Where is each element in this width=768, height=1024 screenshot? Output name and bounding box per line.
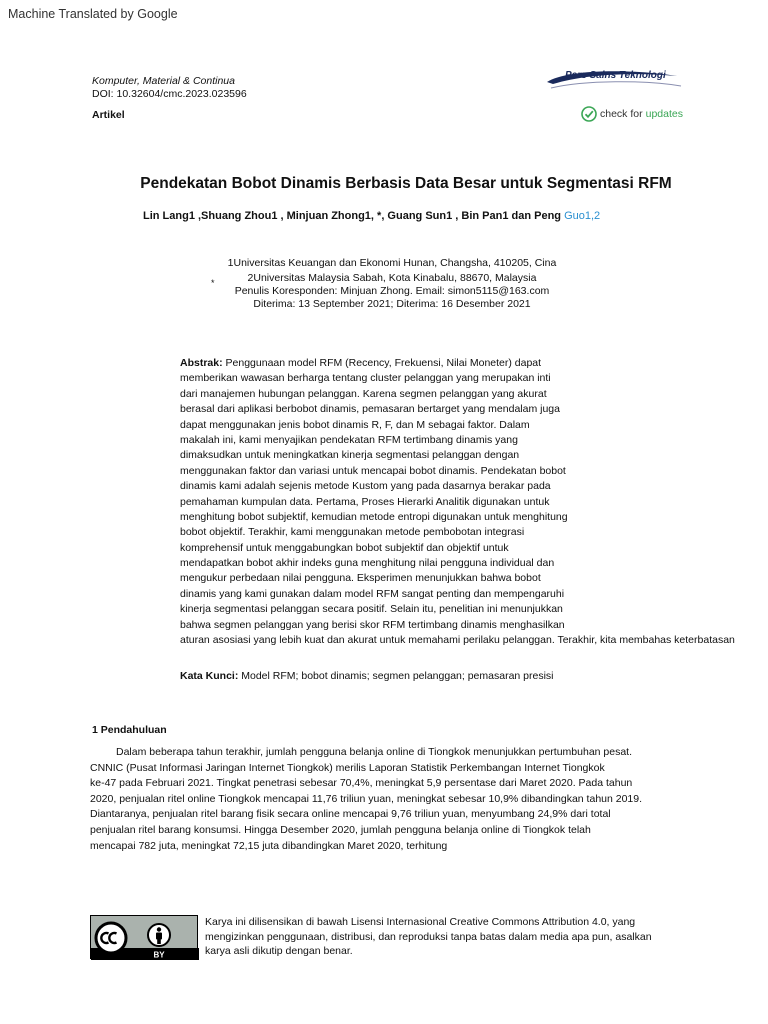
received-dates: Diterima: 13 September 2021; Diterima: 16 Desember 2021 xyxy=(253,298,531,310)
corresponding-asterisk: * xyxy=(211,278,215,288)
intro-line: 2020, penjualan ritel online Tiongkok mencapai 11,76 triliun yuan, meningkat sebesar 10,9% dibandingkan tahun 2019. xyxy=(90,792,643,805)
publisher-logo xyxy=(545,66,685,94)
abstract-line: komprehensif untuk menggabungkan bobot subjektif dan objektif untuk xyxy=(180,541,509,554)
abstract-line xyxy=(180,356,768,371)
keywords-label: Kata Kunci: xyxy=(180,670,239,682)
by-label: BY xyxy=(153,950,165,960)
abstract-line: bahwa segmen pelanggan yang berisi skor RFM tertimbang dinamis menghasilkan xyxy=(180,618,565,631)
abstract-line: makalah ini, kami menyajikan pendekatan RFM tertimbang dinamis yang xyxy=(180,433,518,446)
doi: DOI: 10.32604/cmc.2023.023596 xyxy=(92,88,247,100)
abstract-line: dinamis yang kami gunakan dalam model RFM sangat penting dan mempengaruhi xyxy=(180,587,565,600)
intro-line: mencapai 782 juta, meningkat 72,15 juta dibandingkan Maret 2020, terhitung xyxy=(90,839,448,852)
check-circle-icon xyxy=(581,106,597,122)
cc-by-license-badge[interactable] xyxy=(90,915,198,959)
abstract-label: Abstrak: xyxy=(180,357,223,369)
introduction-paragraph xyxy=(90,745,710,854)
abstract-line: bobot objektif. Terakhir, kami menggunakan metode pembobotan integrasi xyxy=(180,526,525,539)
check-label: check for xyxy=(600,108,643,120)
abstract-line: mendapatkan bobot akhir indeks guna menghitung nilai pengguna individual dan xyxy=(180,557,555,570)
journal-name: Komputer, Material & Continua xyxy=(92,75,235,87)
paper-title: Pendekatan Bobot Dinamis Berbasis Data Besar untuk Segmentasi RFM xyxy=(140,175,672,192)
publisher-name: Pers Sains Teknologi xyxy=(565,70,666,81)
article-type: Artikel xyxy=(92,109,125,121)
abstract-line: dapat menggunakan jenis bobot dinamis R, F, dan M sebagai faktor. Dalam xyxy=(180,418,530,431)
section-heading: 1 Pendahuluan xyxy=(92,724,167,736)
corresponding-author: Penulis Koresponden: Minjuan Zhong. Email: simon5115@163.com xyxy=(234,285,550,297)
abstract-text: Penggunaan model RFM (Recency, Frekuensi, Nilai Moneter) dapat xyxy=(222,357,542,369)
abstract-line: kinerja segmentasi pelanggan secara positif. Selain itu, penelitian ini menunjukkan xyxy=(180,603,563,616)
keywords-text: Model RFM; bobot dinamis; segmen pelanggan; pemasaran presisi xyxy=(238,670,554,682)
abstract-line: mengukur perbedaan nilai pengguna. Eksperimen menunjukkan bahwa bobot xyxy=(180,572,541,585)
authors-text: Lin Lang1 ,Shuang Zhou1 , Minjuan Zhong1, *, Guang Sun1 , Bin Pan1 dan Peng xyxy=(143,210,562,222)
license-line: karya asli dikutip dengan benar. xyxy=(205,945,353,958)
intro-line: penjualan ritel barang konsumsi. Hingga Desember 2020, jumlah pengguna belanja online di Tiongkok telah xyxy=(90,823,591,836)
abstract-line: dari manajemen hubungan pelanggan. Karena segmen pelanggan yang akurat xyxy=(180,387,547,400)
license-text xyxy=(205,915,705,959)
affiliation-1: 1Universitas Keuangan dan Ekonomi Hunan, Changsha, 410205, Cina xyxy=(227,257,557,269)
check-for-updates-badge[interactable] xyxy=(581,105,683,123)
abstract-line: menggunakan faktor dan variasi untuk mencapai bobot dinamis. Pendekatan bobot xyxy=(180,464,566,477)
intro-line: ke-47 pada Februari 2021. Tingkat penetrasi sebesar 70,4%, meningkat 5,9 persentase dari Maret 2020. Pada tahun xyxy=(90,777,633,790)
abstract-line: berasal dari aplikasi berbobot dinamis, pemasaran bertarget yang mendalam juga xyxy=(180,403,560,416)
abstract-line: menghitung bobot subjektif, kemudian metode entropi digunakan untuk menghitung xyxy=(180,510,568,523)
author-list xyxy=(143,210,600,222)
affiliation-2: 2Universitas Malaysia Sabah, Kota Kinabalu, 88670, Malaysia xyxy=(247,272,537,284)
intro-line: Diantaranya, penjualan ritel barang fisik secara online mencapai 9,76 triliun yuan, menyumbang 24,9% dari total xyxy=(90,808,611,821)
machine-translation-banner: Machine Translated by Google xyxy=(8,7,178,21)
keywords xyxy=(180,670,554,682)
abstract xyxy=(180,356,768,648)
abstract-line: aturan asosiasi yang lebih kuat dan akurat untuk memahami perilaku pelanggan. Terakhir, kita membahas keterbatasan xyxy=(180,634,735,647)
intro-line: CNNIC (Pusat Informasi Jaringan Internet Tiongkok) merilis Laporan Statistik Perkembangan Internet Tiongkok xyxy=(90,761,605,774)
author-link[interactable]: Guo1,2 xyxy=(564,210,601,222)
abstract-line: pemahaman kumpulan data. Pertama, Proses Hierarki Analitik digunakan untuk xyxy=(180,495,550,508)
license-line: mengizinkan penggunaan, distribusi, dan reproduksi tanpa batas dalam media apa pun, asalkan xyxy=(205,930,652,943)
abstract-line: memberikan wawasan berharga tentang cluster pelanggan yang merupakan inti xyxy=(180,372,551,385)
abstract-line: dinamis kami adalah sejenis metode Kustom yang pada dasarnya berakar pada xyxy=(180,480,551,493)
license-line: Karya ini dilisensikan di bawah Lisensi Internasional Creative Commons Attribution 4.0, yang xyxy=(205,916,636,928)
intro-line: Dalam beberapa tahun terakhir, jumlah pengguna belanja online di Tiongkok menunjukkan pertumbuhan pesat. xyxy=(116,746,633,758)
cc-by-graphic xyxy=(91,916,199,960)
abstract-line: dimaksudkan untuk meningkatkan kinerja segmentasi pelanggan dengan xyxy=(180,449,520,462)
updates-link[interactable]: updates xyxy=(645,108,683,120)
